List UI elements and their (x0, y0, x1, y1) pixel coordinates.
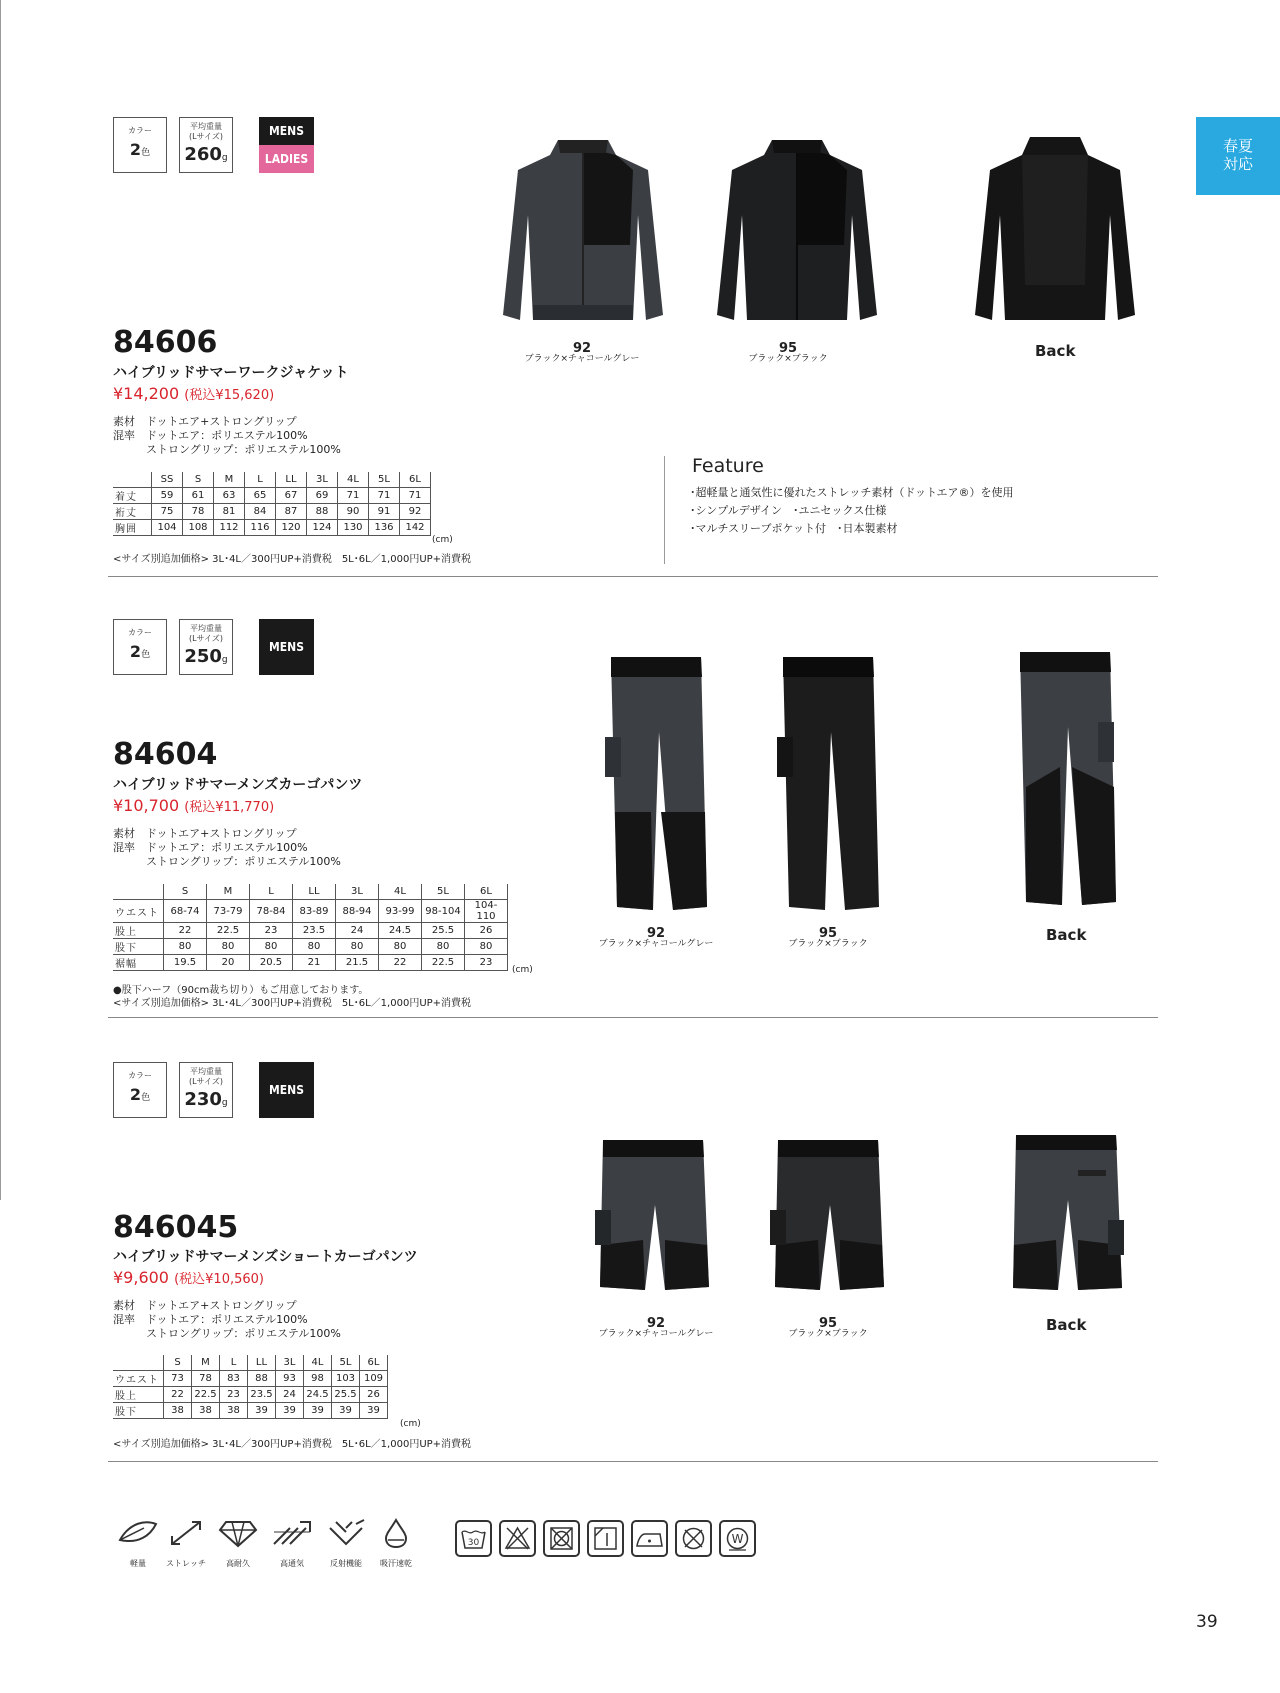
product-name: ハイブリッドサマーメンズカーゴパンツ (113, 777, 363, 793)
weight-badge (179, 117, 233, 173)
back-label: Back (1035, 342, 1076, 360)
size-cell: 78-84 (250, 900, 293, 923)
table-row (113, 955, 508, 971)
size-cell: 20.5 (250, 955, 293, 971)
size-header: 6L (360, 1355, 388, 1371)
table-row (113, 1387, 388, 1403)
size-header: S (183, 472, 214, 488)
badge-value: 2 (129, 140, 142, 159)
color-code: 95 (778, 341, 798, 356)
color-caption (768, 928, 888, 950)
pants-back-image (1012, 647, 1122, 912)
size-cell: 21 (293, 955, 336, 971)
row-label: 股下 (113, 1403, 164, 1419)
size-header: M (207, 884, 250, 900)
back-label: Back (1046, 926, 1087, 944)
color-name: ブラック×ブラック (748, 354, 828, 364)
size-cell: 84 (245, 504, 276, 520)
size-cell: 98 (304, 1371, 332, 1387)
stretch-arrows-icon (158, 1518, 214, 1569)
color-caption (586, 1318, 726, 1340)
season-tab-line2: 対応 (1222, 155, 1253, 173)
size-cell: 80 (293, 939, 336, 955)
airflow-icon (264, 1518, 320, 1569)
size-header: S (164, 1355, 192, 1371)
size-cell: 39 (276, 1403, 304, 1419)
size-cell: 75 (152, 504, 183, 520)
row-label: ウエスト (113, 900, 164, 923)
size-cell: 73-79 (207, 900, 250, 923)
badge-sublabel: (Lサイズ) (188, 132, 224, 141)
row-label: 裄丈 (113, 504, 152, 520)
size-header: M (214, 472, 245, 488)
size-cell: 71 (369, 488, 400, 504)
table-row (113, 520, 431, 536)
badge-unit: 色 (141, 650, 151, 660)
notes (113, 984, 471, 1010)
gender-badge (259, 117, 314, 173)
size-cell: 39 (304, 1403, 332, 1419)
size-cell: 26 (465, 923, 508, 939)
size-cell: 23 (250, 923, 293, 939)
feature-title: Feature (692, 455, 764, 477)
badge-value: 2 (129, 642, 142, 661)
size-cell: 80 (465, 939, 508, 955)
shorts-back-image (1008, 1130, 1128, 1295)
color-name: ブラック×チャコールグレー (524, 354, 640, 364)
badge-sublabel: (Lサイズ) (188, 634, 224, 643)
color-caption (728, 343, 848, 365)
pants-front-95-image (775, 652, 885, 917)
page-edge-line (0, 0, 1, 1200)
size-cell: 87 (276, 504, 307, 520)
feature-divider (664, 456, 665, 564)
wet-clean-icon (719, 1520, 756, 1557)
material-line: 混率 ドットエア：ポリエステル100% (113, 841, 308, 854)
feature-list (690, 484, 1014, 538)
season-tab-line1: 春夏 (1222, 137, 1253, 155)
size-header: 5L (422, 884, 465, 900)
table-row (113, 900, 508, 923)
badge-unit: g (221, 153, 228, 163)
product-number: 84604 (113, 737, 218, 772)
product-price (113, 384, 274, 403)
size-header: 4L (379, 884, 422, 900)
feature-item: ･マルチスリーブポケット付 ･日本製素材 (690, 522, 898, 535)
badge-label: カラー (128, 1071, 152, 1080)
size-cell: 124 (307, 520, 338, 536)
size-header: LL (248, 1355, 276, 1371)
badge-value: 260 (184, 144, 222, 165)
size-table (113, 884, 508, 971)
gender-badge: MENS (259, 1062, 314, 1118)
size-cell: 39 (332, 1403, 360, 1419)
size-cell: 38 (220, 1403, 248, 1419)
color-name: ブラック×ブラック (788, 1329, 868, 1339)
size-header: 5L (332, 1355, 360, 1371)
size-cell: 81 (214, 504, 245, 520)
badge-value: 230 (184, 1089, 222, 1110)
size-header: 6L (465, 884, 508, 900)
size-unit: (cm) (400, 1419, 421, 1429)
material-info (113, 1299, 341, 1341)
size-header: 4L (304, 1355, 332, 1371)
size-cell: 108 (183, 520, 214, 536)
size-cell: 67 (276, 488, 307, 504)
size-cell: 22 (164, 1387, 192, 1403)
size-unit: (cm) (512, 965, 533, 975)
size-cell: 112 (214, 520, 245, 536)
icon-label: 軽量 (130, 1559, 146, 1568)
color-caption (586, 928, 726, 950)
section-divider (108, 1017, 1158, 1018)
material-line: 混率 ドットエア：ポリエステル100% (113, 429, 308, 442)
size-cell: 68-74 (164, 900, 207, 923)
size-cell: 136 (369, 520, 400, 536)
size-header: 3L (336, 884, 379, 900)
size-cell: 130 (338, 520, 369, 536)
badge-label: 平均重量 (190, 122, 222, 131)
diamond-icon (210, 1518, 266, 1569)
size-header: L (250, 884, 293, 900)
table-row (113, 504, 431, 520)
size-cell: 39 (248, 1403, 276, 1419)
size-cell: 26 (360, 1387, 388, 1403)
size-cell: 91 (369, 504, 400, 520)
size-cell: 92 (400, 504, 431, 520)
mens-label: MENS (269, 124, 304, 138)
product-price (113, 796, 274, 815)
color-name: ブラック×チャコールグレー (598, 939, 714, 949)
table-row (113, 923, 508, 939)
size-cell: 24.5 (304, 1387, 332, 1403)
size-cell: 24.5 (379, 923, 422, 939)
size-cell: 22 (379, 955, 422, 971)
line-dry-shade-icon (587, 1520, 624, 1557)
size-cell: 80 (207, 939, 250, 955)
color-code: 92 (646, 1316, 666, 1331)
size-table (113, 472, 431, 536)
size-unit: (cm) (432, 535, 453, 545)
badge-unit: g (221, 655, 228, 665)
size-cell: 65 (245, 488, 276, 504)
size-header: LL (293, 884, 336, 900)
size-cell: 90 (338, 504, 369, 520)
size-cell: 80 (336, 939, 379, 955)
size-cell: 104 (152, 520, 183, 536)
badge-sublabel: (Lサイズ) (188, 1077, 224, 1086)
reflect-icon (318, 1518, 374, 1569)
size-header: M (192, 1355, 220, 1371)
half-inseam-note: ●股下ハーフ（90cm裁ち切り）もご用意しております。 (113, 985, 369, 996)
size-cell: 22.5 (422, 955, 465, 971)
size-cell: 78 (183, 504, 214, 520)
color-name: ブラック×チャコールグレー (598, 1329, 714, 1339)
size-cell: 88 (248, 1371, 276, 1387)
badge-label: カラー (128, 628, 152, 637)
back-label: Back (1046, 1316, 1087, 1334)
section-divider (108, 576, 1158, 577)
weight-badge (179, 619, 233, 675)
color-count-badge (113, 117, 167, 173)
price-value: ¥14,200 (113, 384, 180, 403)
material-info (113, 827, 341, 869)
ladies-label: LADIES (259, 145, 314, 173)
size-cell: 39 (360, 1403, 388, 1419)
size-cell: 116 (245, 520, 276, 536)
size-header: LL (276, 472, 307, 488)
size-cell: 24 (276, 1387, 304, 1403)
size-header-row (113, 472, 431, 488)
size-cell: 25.5 (332, 1387, 360, 1403)
size-cell: 63 (214, 488, 245, 504)
feature-item: ･シンプルデザイン ･ユニセックス仕様 (690, 504, 887, 517)
size-cell: 109 (360, 1371, 388, 1387)
size-cell: 24 (336, 923, 379, 939)
size-price-note: <サイズ別追加価格> 3L･4L／300円UP+消費税 5L･6L／1,000円UP+消費税 (113, 998, 472, 1009)
price-value: ¥10,700 (113, 796, 180, 815)
color-count-badge (113, 1062, 167, 1118)
size-header: L (220, 1355, 248, 1371)
no-bleach-icon (499, 1520, 536, 1557)
icon-label: 吸汗速乾 (380, 1559, 412, 1568)
size-cell: 120 (276, 520, 307, 536)
size-header: SS (152, 472, 183, 488)
size-cell: 23 (465, 955, 508, 971)
icon-label: 反射機能 (330, 1559, 362, 1568)
shorts-front-92-image (595, 1135, 715, 1295)
price-tax: (税込¥11,770) (184, 800, 275, 815)
size-cell: 83 (220, 1371, 248, 1387)
size-cell: 103 (332, 1371, 360, 1387)
table-row (113, 1371, 388, 1387)
weight-badge (179, 1062, 233, 1118)
jacket-back-image (970, 135, 1140, 330)
badge-label: 平均重量 (190, 1067, 222, 1076)
color-code: 92 (572, 341, 592, 356)
icon-label: 高耐久 (226, 1559, 250, 1568)
badge-label: 平均重量 (190, 624, 222, 633)
color-count-badge (113, 619, 167, 675)
iron-low-icon (631, 1520, 668, 1557)
size-header: 3L (307, 472, 338, 488)
color-code: 95 (818, 926, 838, 941)
no-dry-clean-icon (675, 1520, 712, 1557)
size-cell: 93-99 (379, 900, 422, 923)
size-cell: 59 (152, 488, 183, 504)
material-line: 混率 ドットエア：ポリエステル100% (113, 1313, 308, 1326)
size-price-note: <サイズ別追加価格> 3L･4L／300円UP+消費税 5L･6L／1,000円UP+消費税 (113, 554, 472, 565)
size-cell: 93 (276, 1371, 304, 1387)
feature-item: ･超軽量と通気性に優れたストレッチ素材（ドットエア®）を使用 (690, 486, 1014, 499)
size-cell: 19.5 (164, 955, 207, 971)
table-row (113, 939, 508, 955)
badge-unit: 色 (141, 148, 151, 158)
page-number: 39 (1196, 1612, 1218, 1632)
shorts-front-95-image (770, 1135, 890, 1295)
size-cell: 80 (379, 939, 422, 955)
size-header: L (245, 472, 276, 488)
material-line: ストロングリップ：ポリエステル100% (113, 1327, 341, 1340)
size-cell: 38 (164, 1403, 192, 1419)
size-cell: 23.5 (248, 1387, 276, 1403)
size-header: 4L (338, 472, 369, 488)
wet-clean-letter: W (731, 1532, 744, 1546)
size-header-row (113, 884, 508, 900)
row-label: 股上 (113, 1387, 164, 1403)
size-cell: 83-89 (293, 900, 336, 923)
color-code: 95 (818, 1316, 838, 1331)
icon-label: 高通気 (280, 1559, 304, 1568)
size-cell: 25.5 (422, 923, 465, 939)
size-header: S (164, 884, 207, 900)
size-cell: 80 (164, 939, 207, 955)
size-header: 3L (276, 1355, 304, 1371)
size-cell: 69 (307, 488, 338, 504)
color-caption (768, 1318, 888, 1340)
size-table (113, 1355, 388, 1419)
size-cell: 38 (192, 1403, 220, 1419)
color-caption (512, 343, 652, 365)
badge-unit: g (221, 1098, 228, 1108)
material-line: 素材 ドットエア+ストロングリップ (113, 415, 297, 428)
season-tab (1196, 117, 1280, 195)
size-cell: 104-110 (465, 900, 508, 923)
size-cell: 21.5 (336, 955, 379, 971)
product-price (113, 1268, 264, 1287)
jacket-front-92-image (498, 135, 668, 330)
icon-label: ストレッチ (166, 1559, 206, 1568)
badge-unit: 色 (141, 1093, 151, 1103)
size-cell: 80 (250, 939, 293, 955)
size-cell: 98-104 (422, 900, 465, 923)
row-label: 裾幅 (113, 955, 164, 971)
size-cell: 73 (164, 1371, 192, 1387)
no-tumble-dry-icon (543, 1520, 580, 1557)
size-cell: 22 (164, 923, 207, 939)
size-cell: 88 (307, 504, 338, 520)
wash-30-icon (455, 1520, 492, 1557)
material-line: ストロングリップ：ポリエステル100% (113, 443, 341, 456)
material-line: 素材 ドットエア+ストロングリップ (113, 827, 297, 840)
size-header: 5L (369, 472, 400, 488)
size-cell: 22.5 (207, 923, 250, 939)
badge-value: 250 (184, 646, 222, 667)
price-value: ¥9,600 (113, 1268, 169, 1287)
section-divider (108, 1461, 1158, 1462)
row-label: 股上 (113, 923, 164, 939)
pants-front-92-image (603, 652, 713, 917)
table-row (113, 488, 431, 504)
product-number: 846045 (113, 1210, 239, 1245)
row-label: 胸囲 (113, 520, 152, 536)
wash-temp: 30 (467, 1538, 480, 1548)
size-cell: 22.5 (192, 1387, 220, 1403)
product-name: ハイブリッドサマーワークジャケット (113, 365, 349, 381)
size-header-row (113, 1355, 388, 1371)
size-cell: 80 (422, 939, 465, 955)
row-label: 股下 (113, 939, 164, 955)
size-cell: 78 (192, 1371, 220, 1387)
gender-badge: MENS (259, 619, 314, 675)
row-label: 着丈 (113, 488, 152, 504)
material-info (113, 415, 341, 457)
size-price-note: <サイズ別追加価格> 3L･4L／300円UP+消費税 5L･6L／1,000円UP+消費税 (113, 1439, 472, 1450)
material-line: 素材 ドットエア+ストロングリップ (113, 1299, 297, 1312)
product-number: 84606 (113, 325, 218, 360)
size-cell: 61 (183, 488, 214, 504)
jacket-front-95-image (712, 135, 882, 330)
price-tax: (税込¥10,560) (174, 1272, 264, 1287)
size-cell: 71 (338, 488, 369, 504)
table-row (113, 1403, 388, 1419)
badge-value: 2 (129, 1085, 142, 1104)
badge-label: カラー (128, 126, 152, 135)
size-cell: 142 (400, 520, 431, 536)
product-name: ハイブリッドサマーメンズショートカーゴパンツ (113, 1249, 418, 1265)
row-label: ウエスト (113, 1371, 164, 1387)
color-name: ブラック×ブラック (788, 939, 868, 949)
color-code: 92 (646, 926, 666, 941)
water-drop-icon (368, 1518, 424, 1569)
size-cell: 20 (207, 955, 250, 971)
material-line: ストロングリップ：ポリエステル100% (113, 855, 341, 868)
size-cell: 71 (400, 488, 431, 504)
size-cell: 23.5 (293, 923, 336, 939)
size-header: 6L (400, 472, 431, 488)
price-tax: (税込¥15,620) (184, 388, 275, 403)
size-cell: 88-94 (336, 900, 379, 923)
size-cell: 23 (220, 1387, 248, 1403)
